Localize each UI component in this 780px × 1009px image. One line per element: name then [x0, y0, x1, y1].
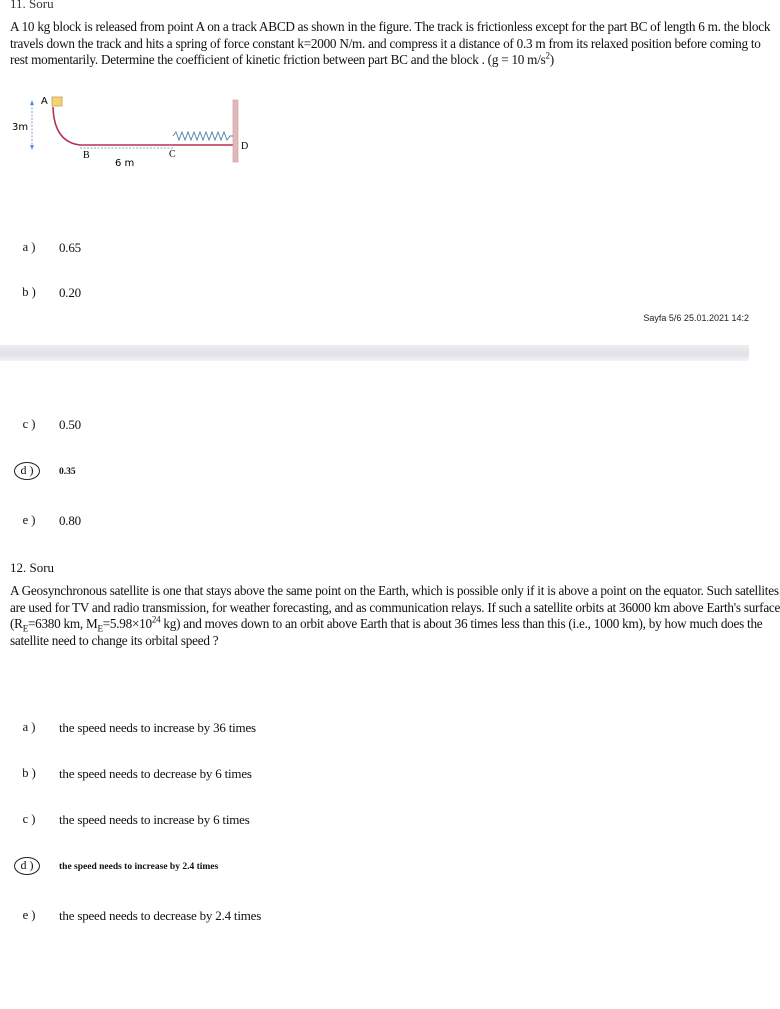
block	[52, 97, 62, 106]
label-a: A	[41, 96, 48, 107]
selected-answer-circle: d )	[14, 462, 40, 480]
option-value: the speed needs to decrease by 2.4 times	[59, 908, 262, 923]
question-12-title: 12. Soru	[10, 560, 55, 575]
exam-page-upper	[0, 0, 771, 345]
label-height: 3m	[12, 122, 29, 133]
q11-option-c[interactable]	[0, 417, 400, 439]
q11-line-3: rest momentarily. Determine the coefficient of kinetic friction between part BC and the block . (g = 10 $m/s^2$)	[10, 50, 554, 68]
q12-line-1: A Geosynchronous satellite is one that stays above the same point on the Earth, which is possible only if it is above a point on the equator. Such satellites	[10, 583, 779, 598]
option-letter: c )	[22, 417, 36, 431]
spring	[173, 132, 233, 140]
option-value: the speed needs to increase by 36 times	[59, 720, 256, 735]
q11-option-b[interactable]	[0, 285, 400, 307]
q11-option-a[interactable]	[0, 240, 400, 262]
option-letter: b )	[22, 285, 36, 299]
height-arrow-top	[30, 100, 34, 105]
option-letter: e )	[22, 908, 36, 922]
option-letter: a )	[22, 720, 36, 734]
q12-option-b[interactable]	[0, 766, 400, 788]
q12-option-d-selected[interactable]	[0, 860, 400, 882]
option-value: 0.65	[59, 240, 81, 255]
option-letter: b )	[22, 766, 36, 780]
option-letter: c )	[22, 812, 36, 826]
wall	[233, 100, 238, 162]
label-length: 6 m	[115, 158, 135, 169]
option-value: 0.20	[59, 285, 81, 300]
label-b: B	[83, 150, 90, 161]
track-figure	[8, 92, 258, 182]
option-value: the speed needs to increase by 2.4 times	[59, 862, 219, 872]
option-letter: e )	[22, 513, 36, 527]
option-value: the speed needs to increase by 6 times	[59, 812, 250, 827]
page-footer: Sayfa 5/6 25.01.2021 14:2	[643, 313, 749, 323]
option-value: the speed needs to decrease by 6 times	[59, 766, 252, 781]
q12-line-3: ($R_E=6380$ km, $M_E=5.98\times 10^{24}$ kg) and moves down to an orbit above Earth that is about 36 times less than this (i.e., 1000 km), by how much does the	[10, 614, 763, 634]
option-value: 0.80	[59, 513, 81, 528]
option-value: 0.35	[59, 467, 76, 477]
q12-option-c[interactable]	[0, 812, 400, 834]
q12-line-4: satellite need to change its orbital speed ?	[10, 632, 219, 648]
q11-option-e[interactable]	[0, 513, 400, 535]
q11-line-2: travels down the track and hits a spring of force constant k=2000 N/m. and compress it a distance of 0.3 m from its relaxed position before coming to	[10, 35, 761, 51]
page-break	[0, 345, 749, 361]
q12-line-2: are used for TV and radio transmission, for weather forecasting, and as communication relays. If such a satellite orbits at 36000 km above Earth's surface	[10, 599, 780, 615]
q12-option-e[interactable]	[0, 908, 400, 930]
question-12-text	[10, 583, 780, 649]
label-d: D	[241, 141, 249, 152]
option-value: 0.50	[59, 417, 81, 432]
q11-line-1: A 10 kg block is released from point A on a track ABCD as shown in the figure. The track is frictionless except for the part BC of length 6 m. the block	[10, 19, 771, 34]
q11-option-d-selected[interactable]	[0, 465, 400, 487]
label-c: C	[169, 149, 176, 160]
height-arrow-bottom	[30, 145, 34, 150]
q12-option-a[interactable]	[0, 720, 400, 742]
question-11-header-cut: 11. Soru	[10, 0, 54, 11]
selected-answer-circle: d )	[14, 857, 40, 875]
option-letter: a )	[22, 240, 36, 254]
question-11-text	[10, 19, 771, 69]
